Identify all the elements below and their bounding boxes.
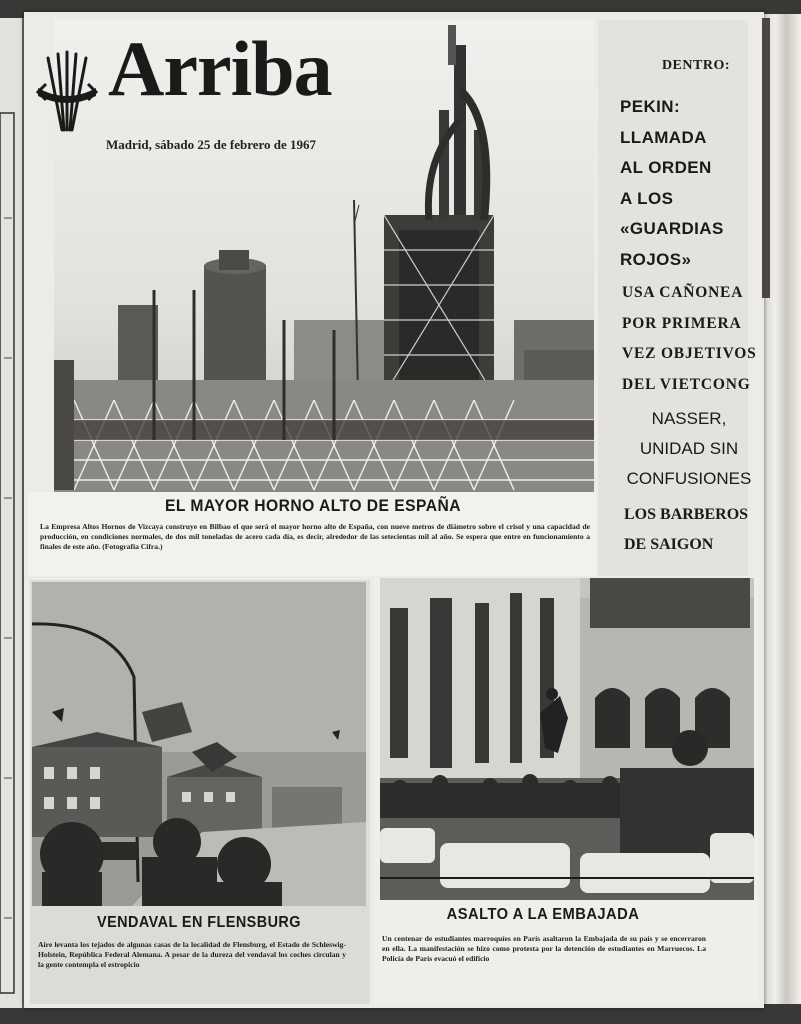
adjacent-page-fragments (0, 18, 20, 1008)
headline-line: LOS BARBEROS (624, 506, 749, 523)
main-headline: EL MAYOR HORNO ALTO DE ESPAÑA (164, 496, 462, 515)
headline-line: POR PRIMERA (622, 314, 742, 332)
headline-pekin (620, 92, 750, 275)
masthead-title: Arriba (108, 25, 332, 112)
headline-usa (622, 278, 757, 400)
headline-line: UNIDAD SIN (639, 439, 739, 458)
headline-line: CONFUSIONES (626, 469, 752, 488)
binding-strip (762, 18, 770, 298)
yoke-and-arrows-logo (36, 48, 98, 136)
flensburg-storm-photo (32, 582, 366, 906)
headline-line: ROJOS» (620, 249, 692, 269)
embajada-headline: ASALTO A LA EMBAJADA (446, 906, 640, 923)
headline-barberos (624, 500, 754, 560)
masthead-date: Madrid, sábado 25 de febrero de 1967 (106, 137, 317, 152)
headline-line: A LOS (620, 188, 674, 208)
main-story-body: La Empresa Altos Hornos de Vizcaya construye en Bilbao el que será el mayor horno alto de España, con nueve metros de diámetro sobre el crisol y una capacidad de producción, en condiciones normales, de dos mil toneladas de acero cada día, es decir, alrededor de las setecientas mil al año. Se espera que entre en funcionamiento a finales de este año. (Fotografía Cifra.) (40, 522, 590, 551)
headline-line: AL ORDEN (620, 158, 712, 177)
headline-line: PEKIN: (620, 97, 681, 116)
embassy-assault-photo (380, 578, 754, 900)
headline-line: LLAMADA (620, 127, 707, 147)
embajada-body: Un centenar de estudiantes marroquíes en París asaltaron la Embajada de su país y se encerraron en ella. La manifestación se hizo como protesta por la detención de estudiantes en Marruecos. La Policía de París evacuó el edificio (382, 934, 706, 963)
headline-line: DE SAIGON (624, 536, 714, 553)
headline-nasser (624, 404, 754, 494)
headline-line: NASSER, (651, 409, 727, 428)
headline-line: VEZ OBJETIVOS (622, 345, 757, 362)
headline-line: USA CAÑONEA (622, 284, 744, 301)
adjacent-page-edge (0, 18, 24, 1008)
flensburg-headline: VENDAVAL EN FLENSBURG (97, 914, 301, 931)
headline-line: DEL VIETCONG (622, 375, 751, 393)
headline-line: «GUARDIAS (620, 219, 724, 238)
inside-label: DENTRO: (661, 58, 730, 73)
flensburg-body: Aire levanta los tejados de algunas casas de la localidad de Flensburg, el Estado de Schleswig-Holstein, República Federal Alemana. A pesar de la dureza del vendaval los coches circulan y la gente contempla el estropicio (38, 940, 346, 969)
